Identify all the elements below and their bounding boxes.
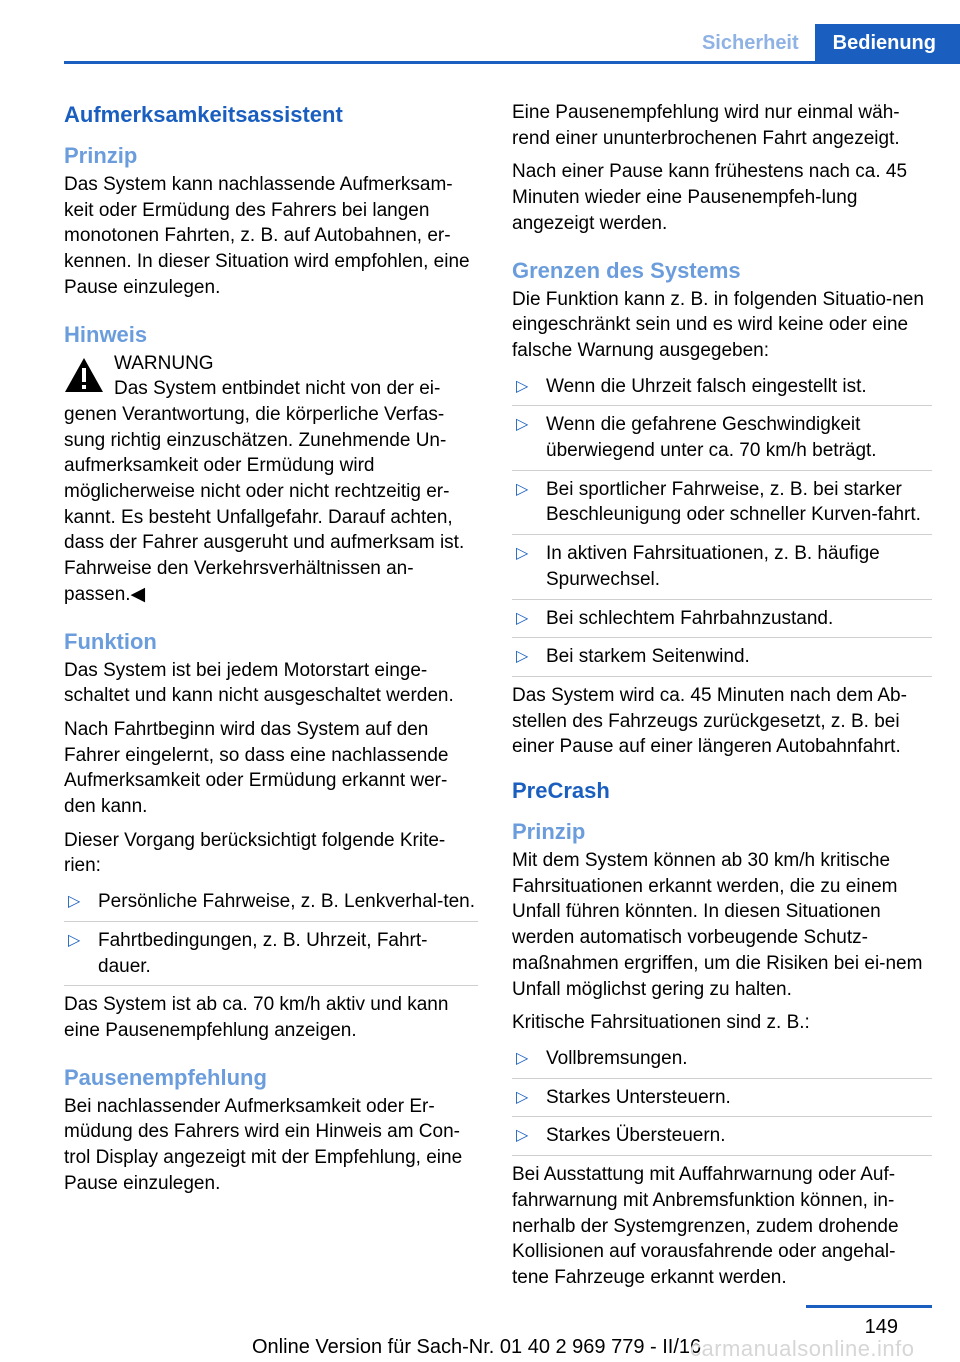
heading-hinweis: Hinweis bbox=[64, 321, 148, 347]
bullet-triangle-icon: ▷ bbox=[68, 893, 81, 911]
list-item-text: Bei schlechtem Fahrbahnzustand. bbox=[546, 607, 834, 629]
bullet-triangle-icon: ▷ bbox=[516, 1088, 529, 1106]
funktion-text-3: Dieser Vorgang berücksichtigt folgende Krite-rien: bbox=[64, 829, 446, 877]
warning-triangle-icon bbox=[64, 357, 104, 393]
critical-list bbox=[512, 1044, 932, 1156]
bullet-triangle-icon: ▷ bbox=[516, 1127, 529, 1145]
list-item-text: Persönliche Fahrweise, z. B. Lenkverhal-ten. bbox=[98, 891, 476, 913]
bullet-triangle-icon: ▷ bbox=[516, 1049, 529, 1067]
list-item bbox=[512, 1121, 932, 1156]
reset-text: Das System wird ca. 45 Minuten nach dem Ab-stellen des Fahrzeugs zurückgesetzt, z. B. bei einer Pause auf einer längeren Autobahnfahrt. bbox=[512, 684, 907, 758]
header-rule bbox=[64, 61, 960, 64]
list-item bbox=[512, 1044, 932, 1079]
funktion-text-4: Das System ist ab ca. 70 km/h aktiv und kann eine Pausenempfehlung anzeigen. bbox=[64, 994, 449, 1041]
section-title-aufmerksamkeitsassistent: Aufmerksamkeitsassistent bbox=[64, 102, 343, 127]
list-item bbox=[512, 1083, 932, 1118]
warning-first-line: Das System entbindet nicht von der ei- bbox=[114, 378, 441, 400]
prinzip-text: Das System kann nachlassende Aufmerksam-keit oder Ermüdung des Fahrers bei langen monotonen Fahrten, z. B. auf Autobahnen, er-kennen. In dieser Situation wird empfohlen, eine Pause einzulegen. bbox=[64, 174, 470, 298]
warning-block bbox=[64, 351, 478, 608]
list-item bbox=[64, 926, 478, 986]
list-item-text: Wenn die gefahrene Geschwindigkeit überwiegend unter ca. 70 km/h beträgt. bbox=[546, 414, 877, 462]
critical-intro: Kritische Fahrsituationen sind z. B.: bbox=[512, 1012, 810, 1034]
list-item-text: Fahrtbedingungen, z. B. Uhrzeit, Fahrt-dauer. bbox=[98, 929, 428, 977]
watermark: carmanualsonline.info bbox=[690, 1336, 915, 1361]
online-version-note: Online Version für Sach-Nr. 01 40 2 969 779 - II/16 bbox=[252, 1336, 702, 1358]
limits-list bbox=[512, 372, 932, 677]
list-item bbox=[512, 475, 932, 535]
list-item bbox=[512, 410, 932, 470]
page-number: 149 bbox=[864, 1316, 898, 1338]
section-title-precrash: PreCrash bbox=[512, 778, 610, 804]
list-item-text: Starkes Untersteuern. bbox=[546, 1086, 731, 1108]
tab-sicherheit[interactable]: Sicherheit bbox=[686, 24, 815, 62]
pause-text: Bei nachlassender Aufmerksamkeit oder Er-müdung des Fahrers wird ein Hinweis am Con-trol Display angezeigt mit der Empfehlung, eine Pause einzulegen. bbox=[64, 1095, 463, 1194]
list-item bbox=[512, 604, 932, 639]
footer-rule bbox=[806, 1305, 932, 1308]
list-item bbox=[512, 539, 932, 599]
funktion-text-2: Nach Fahrtbeginn wird das System auf den Fahrer eingelernt, so dass eine nachlassende Aufmerksamkeit oder Ermüdung erkannt wer-den kann. bbox=[64, 718, 449, 818]
list-item bbox=[512, 642, 932, 677]
precrash-prinzip-text: Mit dem System können ab 30 km/h kritische Fahrsituationen erkannt werden, die zu einem Unfall führen könnten. In diesen Situationen werden automatisch vorbeugende Schutz-maßnahmen ergriffen, um die Risiken bei ei-nem Unfall möglichst gering zu halten. bbox=[512, 850, 923, 1000]
left-column bbox=[64, 100, 478, 1205]
heading-funktion: Funktion bbox=[64, 628, 157, 654]
pause-text-1: Eine Pausenempfehlung wird nur einmal wäh-rend einer ununterbrochenen Fahrt angezeigt. bbox=[512, 102, 900, 149]
bullet-triangle-icon: ▷ bbox=[68, 931, 81, 949]
section-tabs bbox=[686, 24, 960, 62]
warning-title: WARNUNG bbox=[114, 352, 214, 374]
heading-pausenempfehlung: Pausenempfehlung bbox=[64, 1064, 267, 1090]
equipment-text: Bei Ausstattung mit Auffahrwarnung oder Auf-fahrwarnung mit Anbremsfunktion können, in-nerhalb der Systemgrenzen, zudem drohende Kollisionen auf vorausfahrende oder angehal-tene Fahrzeuge erkannt werden. bbox=[512, 1164, 899, 1288]
bullet-triangle-icon: ▷ bbox=[516, 416, 529, 434]
tab-bedienung[interactable]: Bedienung bbox=[815, 24, 960, 62]
warning-text: genen Verantwortung, die körperliche Verfas-sung richtig einzuschätzen. Zunehmende Un-aufmerksamkeit oder Ermüdung wird möglicherweise nicht oder nicht rechtzeitig er-kannt. Es besteht Unfallgefahr. Darauf achten, dass der Fahrer ausgeruht und aufmerksam ist. Fahrweise den Verkehrsverhältnissen an-passen.◀ bbox=[64, 403, 465, 605]
list-item bbox=[512, 372, 932, 407]
heading-prinzip: Prinzip bbox=[64, 143, 138, 168]
list-item bbox=[64, 887, 478, 922]
bullet-triangle-icon: ▷ bbox=[516, 609, 529, 627]
list-item-text: Wenn die Uhrzeit falsch eingestellt ist. bbox=[546, 375, 867, 397]
bullet-triangle-icon: ▷ bbox=[516, 377, 529, 395]
criteria-list bbox=[64, 887, 478, 986]
heading-grenzen: Grenzen des Systems bbox=[512, 257, 741, 283]
list-item-text: Bei starkem Seitenwind. bbox=[546, 646, 750, 668]
list-item-text: Vollbremsungen. bbox=[546, 1047, 688, 1069]
funktion-text-1: Das System ist bei jedem Motorstart einge-schaltet und kann nicht ausgeschaltet werden. bbox=[64, 659, 454, 707]
pause-text-2: Nach einer Pause kann frühestens nach ca. 45 Minuten wieder eine Pausenempfeh-lung angezeigt werden. bbox=[512, 161, 908, 234]
bullet-triangle-icon: ▷ bbox=[516, 648, 529, 666]
bullet-triangle-icon: ▷ bbox=[516, 480, 529, 498]
bullet-triangle-icon: ▷ bbox=[516, 545, 529, 563]
right-column bbox=[512, 100, 932, 1299]
list-item-text: Bei sportlicher Fahrweise, z. B. bei starker Beschleunigung oder schneller Kurven-fahrt. bbox=[546, 478, 921, 526]
list-item-text: Starkes Übersteuern. bbox=[546, 1125, 726, 1147]
list-item-text: In aktiven Fahrsituationen, z. B. häufige Spurwechsel. bbox=[546, 543, 880, 590]
grenzen-text: Die Funktion kann z. B. in folgenden Situatio-nen eingeschränkt sein und es wird keine oder eine falsche Warnung ausgegeben: bbox=[512, 288, 924, 361]
heading-prinzip-precrash: Prinzip bbox=[512, 819, 586, 845]
